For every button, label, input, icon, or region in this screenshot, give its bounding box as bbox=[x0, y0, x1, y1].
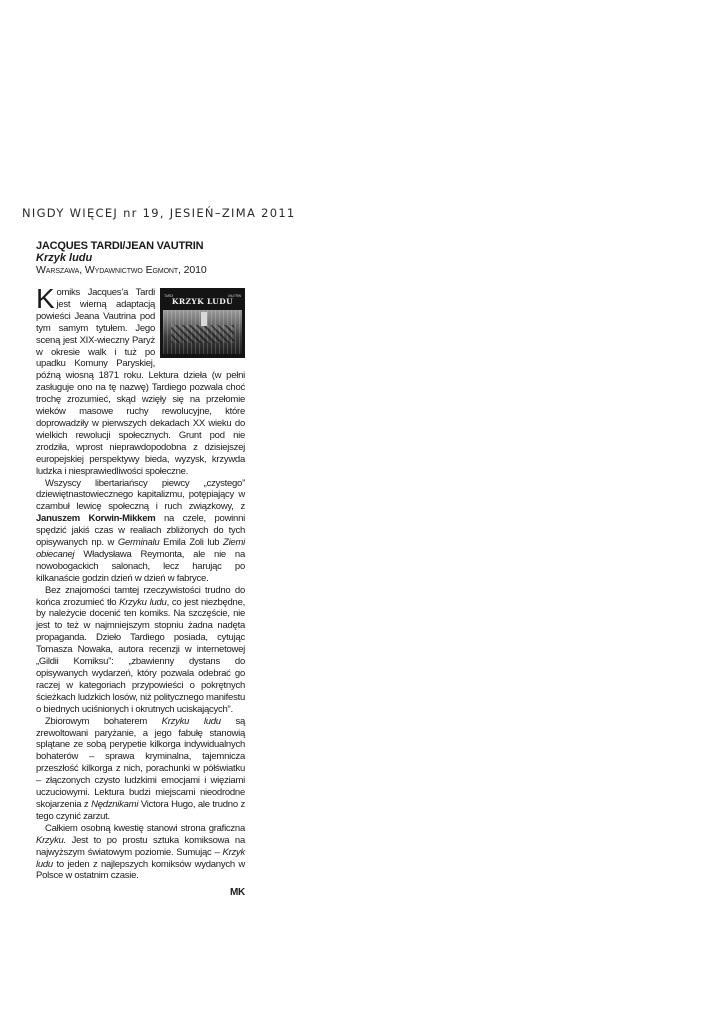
p5-text-e: to jeden z najlepszych komiksów wydanych w Polsce w ostatnim czasie. bbox=[36, 858, 245, 882]
p3-text-c: , co jest niezbędne, by należycie docenić ten komiks. Na szczęście, nie jest to też w najmniejszym stopniu żadna nadęta propaganda. Dzieło Tardiego posiada, cytując Tomasza Nowaka, autora recenzji w internetowej „Gildii Komiksu”: „zbawienny dystans do opisywanych wydarzeń, który pozwala odebrać go raczej w kategoriach przypowieści o pokrętnych ścieżkach ludzkich losów, niż politycznego manifestu o biednych uciśnionych i okrutnych uciskających”. bbox=[36, 596, 246, 715]
p5-text-a: Całkiem osobną kwestię stanowi strona graficzna bbox=[45, 822, 245, 834]
paragraph-4 bbox=[36, 716, 245, 823]
cover-flag-shape bbox=[201, 312, 207, 326]
p2-text-e: Emila Zoli lub bbox=[159, 537, 224, 549]
book-cover-image bbox=[160, 288, 245, 358]
paragraph-1-text: omiks Jacques’a Tardi jest wierną adaptacją powieści Jeana Vautrina pod tym samym tytułem. Jego sceną jest XIX-wieczny Paryż w okresie walk i tuż po upadku Komuny Paryskiej, późną wiosną 1871 roku. Lektura dzieła (w pełni zasługuje ono na tę nazwę) Tardiego pozwala choć trochę zrozumieć, skąd wzięły się na przełomie wieków masowe ruchy rewolucyjne, które doprowadziły w pierwszych dekadach XX wieku do wielkich rewolucji społecznych. Grunt pod nie zrodziła, wprost nieprawdopodobna z dzisiejszej europejskiej perspektywy bieda, wyzysk, krzywda ludzka i niesprawiedliwości społeczne. bbox=[36, 287, 245, 477]
paragraph-3 bbox=[36, 585, 245, 716]
p2-text-a: Wszyscy libertariańscy piewcy „czystego” dziewiętnastowiecznego kapitalizmu, potępiający w czambuł lewicę społeczną i ruch związkowy, z bbox=[36, 477, 245, 513]
review-book-title: Krzyk ludu bbox=[36, 252, 93, 264]
review-body bbox=[36, 283, 246, 899]
paragraph-2 bbox=[36, 478, 245, 585]
p2-bold-name: Januszem Korwin-Mikkem bbox=[36, 513, 156, 525]
p4-italic-title: Krzyku ludu bbox=[161, 715, 221, 727]
review-author: JACQUES TARDI/JEAN VAUTRIN bbox=[36, 240, 204, 252]
cover-illustration bbox=[163, 310, 242, 354]
p4-text-e: Victora Hugo, ale trudno z tego czynić zarzut. bbox=[36, 798, 245, 822]
p2-text-c: na czele, powinni spędzić jakiś czas w realiach zbliżonych do tych opisywanych np. w bbox=[36, 513, 245, 549]
p5-italic-title-2: Krzyk ludu bbox=[36, 846, 245, 870]
p2-italic-ziemia: Ziemi obiecanej bbox=[36, 537, 245, 560]
review-publisher: Warszawa, Wydawnictwo Egmont, 2010 bbox=[36, 264, 207, 276]
p4-text-c: są zrewoltowani paryżanie, a jego fabułę stanowią splątane ze sobą perypetie kilkorga indywidualnych bohaterów – sprawa kryminalna, tajemnicza przeszłość kilkorga z nich, porachunki w półświatku – złączonych czysto ludzkimi emocjami i więziami uczuciowymi. Lektura budzi miejscami nieodrodne skojarzenia z bbox=[36, 715, 245, 810]
p2-italic-germinal: Germinalu bbox=[117, 537, 160, 549]
p2-text-g: Władysława Reymonta, ale nie na nowobogackich salonach, lecz harując po kilkanaście godzin dzień w dzień w fabryce. bbox=[36, 548, 245, 584]
paragraph-5 bbox=[36, 823, 245, 883]
cover-title: KRZYK LUDU bbox=[171, 297, 234, 306]
p3-text-a: Bez znajomości tamtej rzeczywistości trudno do końca zrozumieć tło bbox=[36, 584, 245, 608]
review-signature: MK bbox=[229, 887, 245, 899]
p4-italic-nedznicy: Nędznikami bbox=[91, 798, 139, 810]
cover-author-left: TARDI bbox=[164, 294, 173, 298]
running-header: NIGDY WIĘCEJ nr 19, JESIEŃ–ZIMA 2011 bbox=[22, 206, 296, 220]
cover-author-right: VAUTRIN bbox=[227, 294, 241, 298]
paragraph-1 bbox=[36, 283, 245, 478]
book-review bbox=[36, 240, 245, 899]
p3-italic-title: Krzyku ludu bbox=[119, 596, 167, 608]
p5-italic-title: Krzyku. bbox=[36, 834, 66, 846]
drop-cap: K bbox=[36, 283, 55, 314]
p5-text-c: Jest to po prostu sztuka komiksowa na najwyższym światowym poziomie. Sumując – bbox=[36, 834, 245, 858]
p4-text-a: Zbiorowym bohaterem bbox=[45, 715, 162, 727]
